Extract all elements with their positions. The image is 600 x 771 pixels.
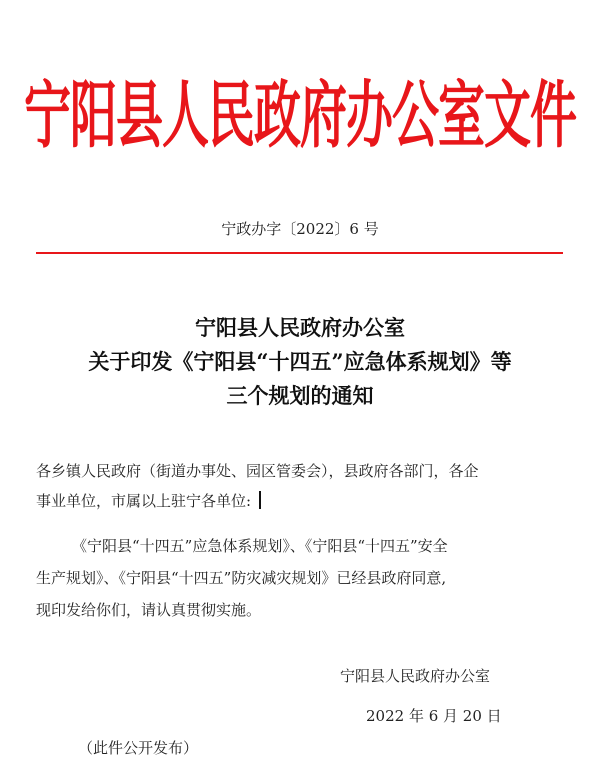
red-divider-line [36, 252, 563, 254]
salutation-line-1: 各乡镇人民政府（街道办事处、园区管委会），县政府各部门，各企 [36, 462, 479, 480]
body-line-3: 现印发给你们，请认真贯彻实施。 [36, 601, 262, 619]
issue-date: 2022 年 6 月 20 日 [366, 707, 502, 725]
body-line-2: 生产规划》、《宁阳县“十四五”防灾减灾规划》已经县政府同意, [36, 569, 447, 587]
issuer-signature: 宁阳县人民政府办公室 [340, 667, 491, 685]
notice-title [0, 311, 600, 413]
body-line-1: 《宁阳县“十四五”应急体系规划》、《宁阳县“十四五”安全 [72, 537, 448, 555]
title-line-1: 宁阳县人民政府办公室 [195, 315, 405, 340]
salutation-line-2: 事业单位，市属以上驻宁各单位: [36, 492, 252, 510]
notice-body [36, 530, 566, 626]
disclosure-note: （此件公开发布） [78, 739, 199, 757]
salutation-line-2-wrap [36, 486, 566, 516]
salutation [36, 456, 566, 516]
title-line-3: 三个规划的通知 [226, 383, 374, 408]
document-masthead: 宁阳县人民政府办公室文件 [24, 73, 576, 159]
title-line-2: 关于印发《宁阳县“十四五”应急体系规划》等 [88, 349, 512, 374]
text-cursor [259, 491, 261, 509]
document-number: 宁政办字〔2022〕6 号 [221, 220, 379, 238]
